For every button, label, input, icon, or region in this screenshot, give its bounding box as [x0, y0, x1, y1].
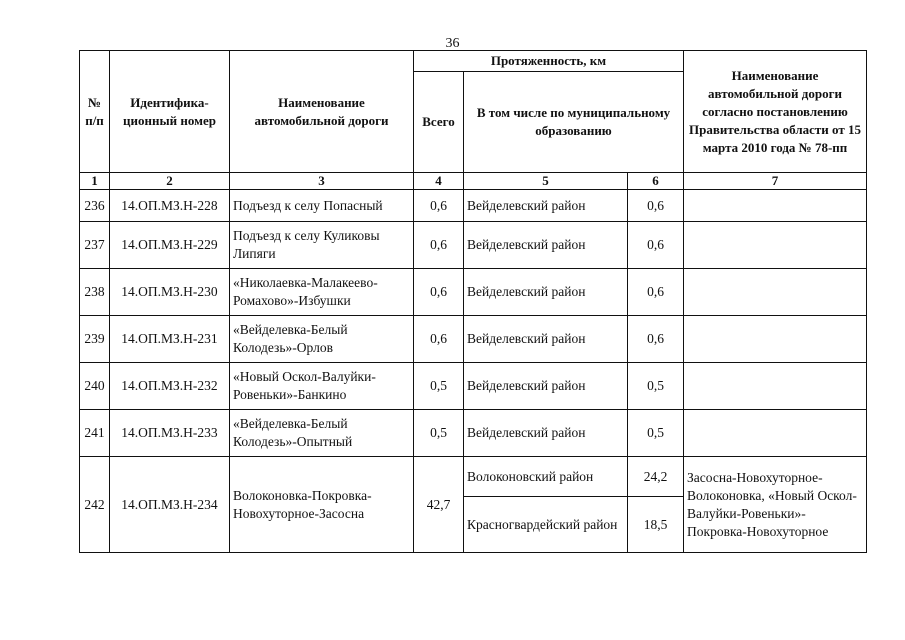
- header-num: № п/п: [80, 51, 110, 173]
- roads-table: [79, 50, 867, 553]
- header-name: Наименование автомобильной дороги: [230, 51, 414, 173]
- page-number: 36: [445, 36, 460, 51]
- row-road-name: «Вейделевка-Белый Колодезь»-Опытный: [230, 410, 414, 457]
- row-id: 14.ОП.МЗ.Н-230: [110, 269, 230, 316]
- col-num-3: 3: [230, 173, 414, 190]
- row-total: 0,6: [414, 190, 464, 222]
- row-district: Вейделевский район: [464, 410, 628, 457]
- header-id: Идентифика-ционный номер: [110, 51, 230, 173]
- row-total: 0,5: [414, 410, 464, 457]
- row-total: 0,6: [414, 222, 464, 269]
- row-length: 0,6: [628, 316, 684, 363]
- row-length: 0,6: [628, 190, 684, 222]
- row-length: 0,5: [628, 363, 684, 410]
- row-id: 14.ОП.МЗ.Н-233: [110, 410, 230, 457]
- row-total: 0,6: [414, 269, 464, 316]
- row-decree-name: [684, 190, 867, 222]
- row-road-name: Подъезд к селу Куликовы Липяги: [230, 222, 414, 269]
- row-decree-name: [684, 222, 867, 269]
- row-district: Красногвардейский район: [464, 497, 628, 553]
- row-district: Вейделевский район: [464, 269, 628, 316]
- table-row: [80, 363, 867, 410]
- col-num-5: 5: [464, 173, 628, 190]
- row-number: 241: [80, 410, 110, 457]
- row-id: 14.ОП.МЗ.Н-229: [110, 222, 230, 269]
- row-id: 14.ОП.МЗ.Н-231: [110, 316, 230, 363]
- row-length: 0,6: [628, 222, 684, 269]
- row-district: Вейделевский район: [464, 316, 628, 363]
- row-decree-name: [684, 269, 867, 316]
- row-decree-name: [684, 410, 867, 457]
- header-decree: Наименование автомобильной дороги согласно постановлению Правительства области от 15 марта 2010 года № 78-пп: [684, 51, 867, 173]
- col-num-2: 2: [110, 173, 230, 190]
- col-num-4: 4: [414, 173, 464, 190]
- row-number: 238: [80, 269, 110, 316]
- row-total: 42,7: [414, 457, 464, 553]
- header-incl: В том числе по муниципальному образованию: [464, 72, 684, 173]
- header-length: Протяженность, км: [414, 51, 684, 72]
- row-road-name: Волоконовка-Покровка-Новохуторное-Засосна: [230, 457, 414, 553]
- table-row: [80, 410, 867, 457]
- row-district: Волоконовский район: [464, 457, 628, 497]
- row-total: 0,6: [414, 316, 464, 363]
- table-row: [80, 316, 867, 363]
- row-id: 14.ОП.МЗ.Н-232: [110, 363, 230, 410]
- row-number: 237: [80, 222, 110, 269]
- row-number: 240: [80, 363, 110, 410]
- row-length: 24,2: [628, 457, 684, 497]
- row-length: 0,6: [628, 269, 684, 316]
- row-road-name: «Вейделевка-Белый Колодезь»-Орлов: [230, 316, 414, 363]
- row-district: Вейделевский район: [464, 222, 628, 269]
- column-number-row: [80, 173, 867, 190]
- row-id: 14.ОП.МЗ.Н-234: [110, 457, 230, 553]
- row-decree-name: [684, 363, 867, 410]
- row-number: 239: [80, 316, 110, 363]
- row-road-name: «Николаевка-Малакеево-Ромахово»-Избушки: [230, 269, 414, 316]
- row-number: 242: [80, 457, 110, 553]
- header-total: Всего: [414, 72, 464, 173]
- row-district: Вейделевский район: [464, 363, 628, 410]
- header-row-1: [80, 51, 867, 72]
- row-decree-name: Засосна-Новохуторное-Волоконовка, «Новый Оскол-Валуйки-Ровеньки»-Покровка-Новохуторное: [684, 457, 867, 553]
- table-row: [80, 269, 867, 316]
- table-row: [80, 222, 867, 269]
- row-road-name: «Новый Оскол-Валуйки-Ровеньки»-Банкино: [230, 363, 414, 410]
- col-num-6: 6: [628, 173, 684, 190]
- row-number: 236: [80, 190, 110, 222]
- table-row: [80, 190, 867, 222]
- row-length: 0,5: [628, 410, 684, 457]
- row-total: 0,5: [414, 363, 464, 410]
- row-road-name: Подъезд к селу Попасный: [230, 190, 414, 222]
- col-num-7: 7: [684, 173, 867, 190]
- row-decree-name: [684, 316, 867, 363]
- col-num-1: 1: [80, 173, 110, 190]
- table-row-split-a: [80, 457, 867, 497]
- row-district: Вейделевский район: [464, 190, 628, 222]
- row-length: 18,5: [628, 497, 684, 553]
- row-id: 14.ОП.МЗ.Н-228: [110, 190, 230, 222]
